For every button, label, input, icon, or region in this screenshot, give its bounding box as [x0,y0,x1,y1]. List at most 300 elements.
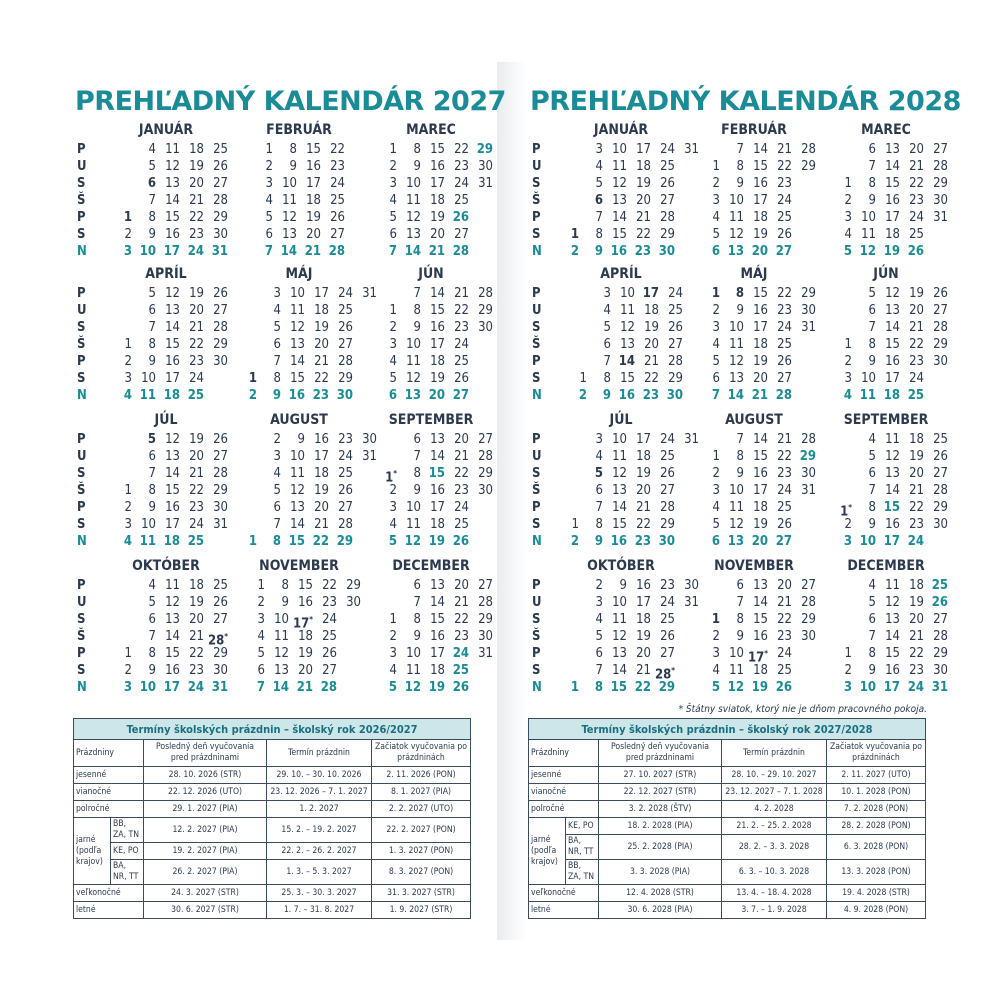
day-cell: 16 [753,466,768,481]
day-cell: 4 [843,388,852,403]
day-cell: 16 [610,244,627,259]
day-cell: 10 [859,534,876,549]
day-cell: 7 [595,663,603,678]
day-cell: 23 [312,388,329,403]
day-cell: 18 [189,578,204,593]
day-cell: 5 [711,680,720,695]
day-cell: 29 [668,371,683,386]
day-cell: 22 [189,646,204,661]
day-cell: 21 [454,286,469,301]
weekday-label: S [77,227,86,242]
table-cell: 13. 3. 2028 (PON) [827,860,926,885]
day-cell: 24 [187,244,204,259]
day-cell: 1 [844,176,852,191]
day-cell: 8 [413,466,421,481]
month-december [367,560,495,710]
day-cell: 17 [165,517,180,532]
day-cell: 4 [148,578,156,593]
day-cell: 10 [290,286,305,301]
table-cell: 22. 12. 2026 (UTO) [144,784,267,801]
table-row [529,784,926,801]
day-cell: 28 [452,244,469,259]
day-cell: 2 [570,244,579,259]
day-cell: 25 [909,227,924,242]
day-cell: 12 [404,680,421,695]
day-cell: 3 [844,210,852,225]
day-cell: 9 [619,578,627,593]
day-cell: 7 [736,432,744,447]
table-cell: 1. 7. – 31. 8. 2027 [267,902,372,919]
day-cell: 2 [257,595,265,610]
day-cell: 11 [165,142,180,157]
day-cell: 19 [189,432,204,447]
day-cell: 8 [595,227,603,242]
day-cell: 4 [123,534,132,549]
day-cell: 30 [478,159,493,174]
day-cell: 9 [736,629,744,644]
day-cell: 14 [885,159,900,174]
day-cell: 13 [290,500,305,515]
day-cell: 19 [314,483,329,498]
day-cell: 17* [292,615,313,632]
day-cell: 1* [840,503,852,520]
month-name: JÚL [154,412,178,428]
day-cell: 29 [660,227,675,242]
day-cell: 13 [729,371,744,386]
day-cell: 30 [666,388,683,403]
day-cell: 29 [799,449,816,464]
day-cell: 16 [618,388,635,403]
region-cell: BA, NR, TT [566,835,599,860]
day-cell: 23 [454,320,469,335]
day-cell: 26 [213,595,228,610]
day-cell: 12 [404,534,421,549]
day-cell: 29 [213,483,228,498]
table-row [74,767,471,784]
day-cell: 11 [290,303,305,318]
day-cell: 10 [406,500,421,515]
day-cell: 21 [909,629,924,644]
day-cell: 6 [594,193,603,208]
day-cell: 28 [933,629,948,644]
day-cell: 3 [257,612,265,627]
day-cell: 12 [612,466,627,481]
caption-row [74,719,471,740]
day-cell: 19 [883,244,900,259]
day-cell: 28 [338,354,353,369]
day-cell: 23 [454,483,469,498]
weekday-label: P [77,286,86,301]
day-cell: 7 [148,193,156,208]
day-cell: 1 [711,612,720,627]
day-cell: 13 [620,337,635,352]
month-júl [102,414,230,564]
day-cell: 12 [290,320,305,335]
day-cell: 14 [612,663,627,678]
day-cell: 17 [636,142,651,157]
month-name: JÚN [873,266,899,282]
day-cell: 24 [777,193,792,208]
day-cell: 8 [148,646,156,661]
table-row [74,801,471,818]
day-cell: 8 [603,371,611,386]
weekday-label: P [532,142,541,157]
day-cell: 29 [801,612,816,627]
day-cell: 5 [273,320,281,335]
day-cell: 15 [885,646,900,661]
table-cell: 24. 3. 2027 (STR) [144,885,267,902]
day-cell: 15 [612,227,627,242]
day-cell: 9 [594,534,603,549]
day-cell: 5 [712,517,720,532]
day-cell: 9 [868,663,876,678]
day-cell: 17 [430,337,445,352]
day-cell: 15 [753,159,768,174]
day-cell: 27 [933,142,948,157]
weekday-label: N [532,244,542,259]
day-cell: 5 [257,646,265,661]
day-cell: 6 [413,578,421,593]
day-cell: 19 [909,595,924,610]
day-cell: 4 [844,227,852,242]
day-cell: 11 [139,388,156,403]
month-name: SEPTEMBER [843,412,929,428]
day-cell: 20 [751,534,768,549]
weekday-label: P [532,578,541,593]
day-cell: 18 [298,629,313,644]
day-cell: 20 [644,337,659,352]
day-cell: 25 [668,303,683,318]
day-cell: 14 [165,629,180,644]
school-holidays-table [73,718,471,919]
day-cell: 10 [274,612,289,627]
day-cell: 16 [753,176,768,191]
day-cell: 12 [165,286,180,301]
table-row [74,784,471,801]
day-cell: 11 [729,500,744,515]
day-cell: 5 [388,534,397,549]
day-cell: 5 [868,286,876,301]
day-cell: 31 [211,244,228,259]
day-cell: 17 [430,500,445,515]
day-cell: 22 [322,578,337,593]
day-cell: 26 [452,210,469,225]
month-september [822,414,950,564]
day-cell: 31 [933,210,948,225]
day-cell: 22 [777,286,792,301]
day-cell: 3 [389,176,397,191]
day-cell: 13 [165,449,180,464]
day-cell: 18 [430,663,445,678]
day-cell: 9 [594,244,603,259]
day-cell: 27 [668,337,683,352]
day-cell: 27 [775,534,792,549]
day-cell: 13 [885,303,900,318]
page-title: PREHĽADNÝ KALENDÁR 2027 [75,86,506,117]
day-cell: 4 [868,432,876,447]
weekday-label: P [77,210,86,225]
day-cell: 18 [636,449,651,464]
day-cell: 24 [777,320,792,335]
day-cell: 18 [909,432,924,447]
day-cell: 16 [753,629,768,644]
day-cell: 11 [165,578,180,593]
table-cell: 28. 2. 2028 (PON) [827,818,926,835]
day-cell: 22 [909,176,924,191]
table-row [74,843,471,860]
day-cell: 4 [595,449,603,464]
day-cell: 4 [868,578,876,593]
day-cell: 13 [290,337,305,352]
month-máj [235,266,377,418]
day-cell: 1 [123,210,132,225]
day-cell: 3 [595,142,603,157]
day-cell: 14 [885,483,900,498]
table-row [529,885,926,902]
day-cell: 26 [330,210,345,225]
day-cell: 3 [124,517,132,532]
day-cell: 27 [777,371,792,386]
day-cell: 1 [844,646,852,661]
day-cell: 17 [885,210,900,225]
page-title: PREHĽADNÝ KALENDÁR 2028 [530,86,961,117]
day-cell: 8 [413,612,421,627]
day-cell: 2 [124,354,132,369]
day-cell: 23 [909,354,924,369]
day-cell: 24 [454,500,469,515]
day-cell: 28* [654,666,675,683]
day-cell: 1 [389,612,397,627]
day-cell: 25 [213,142,228,157]
table-cell: 6. 3. – 10. 3. 2028 [722,860,827,885]
day-cell: 27 [478,432,493,447]
day-cell: 2 [248,388,257,403]
day-cell: 14 [280,244,297,259]
day-cell: 28 [320,680,337,695]
month-apríl [102,268,230,418]
day-cell: 29 [213,210,228,225]
weekday-label: S [532,227,541,242]
day-cell: 9 [413,320,421,335]
day-cell: 26 [338,483,353,498]
day-cell: 5 [603,320,611,335]
day-cell: 5 [868,595,876,610]
column-header: Prázdniny [74,740,144,767]
day-cell: 16 [306,159,321,174]
day-cell: 16 [288,388,305,403]
day-cell: 19 [189,595,204,610]
day-cell: 3 [843,534,852,549]
day-cell: 12 [274,646,289,661]
day-cell: 22 [330,142,345,157]
day-cell: 3 [389,500,397,515]
day-cell: 31 [478,176,493,191]
day-cell: 31 [478,646,493,661]
day-cell: 1 [844,337,852,352]
day-cell: 29 [933,176,948,191]
day-cell: 18 [753,663,768,678]
day-cell: 7 [736,595,744,610]
table-cell: 15. 2. – 19. 2. 2027 [267,818,372,843]
weekday-label: S [532,466,541,481]
day-cell: 29 [658,680,675,695]
month-február [690,124,818,274]
day-cell: 19 [428,680,445,695]
day-cell: 13 [430,432,445,447]
day-cell: 7 [868,629,876,644]
day-cell: 23 [189,227,204,242]
day-cell: 26 [668,320,683,335]
column-header: Prázdniny [529,740,599,767]
day-cell: 18 [314,466,329,481]
day-cell: 16 [885,663,900,678]
month-name: MAREC [861,122,911,138]
day-cell: 18 [189,142,204,157]
day-cell: 23 [777,466,792,481]
month-apríl [557,268,685,418]
weekday-label: U [532,595,542,610]
day-cell: 10 [141,371,156,386]
day-cell: 20 [753,371,768,386]
day-cell: 8 [868,337,876,352]
day-cell: 14 [753,142,768,157]
day-cell: 11 [861,227,876,242]
day-cell: 5 [148,159,156,174]
day-cell: 2 [124,663,132,678]
day-cell: 22 [189,337,204,352]
day-cell: 26 [933,286,948,301]
day-cell: 6 [868,303,876,318]
day-cell: 10 [139,244,156,259]
day-cell: 27 [452,388,469,403]
day-cell: 12 [406,371,421,386]
day-cell: 25 [454,193,469,208]
day-cell: 10 [406,176,421,191]
day-cell: 28 [338,517,353,532]
day-cell: 30 [478,629,493,644]
day-cell: 26 [660,629,675,644]
day-cell: 5 [389,371,397,386]
day-cell: 30 [346,595,361,610]
day-cell: 15 [430,612,445,627]
day-cell: 20 [189,303,204,318]
day-cell: 25 [187,388,204,403]
weekday-label: S [532,663,541,678]
weekday-label: P [77,578,86,593]
day-cell: 28 [328,244,345,259]
day-cell: 4 [712,500,720,515]
day-cell: 31 [684,432,699,447]
weekday-label: Š [77,193,86,208]
day-cell: 12 [612,176,627,191]
day-cell: 30 [933,354,948,369]
day-cell: 1 [570,227,579,242]
day-cell: 26 [777,517,792,532]
day-cell: 18 [430,354,445,369]
day-cell: 16 [885,354,900,369]
day-cell: 20 [909,303,924,318]
day-cell: 2 [712,629,720,644]
day-cell: 2 [578,388,587,403]
table-row [529,801,926,818]
weekday-label: P [532,354,541,369]
table-cell: 22. 2. – 26. 2. 2027 [267,843,372,860]
day-cell: 9 [736,466,744,481]
weekday-label: U [77,595,87,610]
month-august [690,414,818,564]
table-cell: 1. 3. 2027 (PON) [372,843,471,860]
weekday-label: Š [532,483,541,498]
weekday-label: U [77,449,87,464]
day-cell: 18 [753,337,768,352]
day-cell: 20 [189,449,204,464]
day-cell: 1 [248,534,257,549]
table-cell: 8. 3. 2027 (PON) [372,860,471,885]
day-cell: 17 [165,371,180,386]
day-cell: 6 [273,337,281,352]
day-cell: 3 [265,176,273,191]
day-cell: 6 [148,449,156,464]
day-cell: 30 [658,534,675,549]
day-cell: 16 [430,320,445,335]
day-cell: 9 [868,193,876,208]
day-cell: 5 [389,210,397,225]
day-cell: 1 [248,371,257,386]
day-cell: 27 [933,303,948,318]
day-cell: 21 [644,354,659,369]
day-cell: 20 [636,646,651,661]
day-cell: 9 [148,500,156,515]
day-cell: 6 [736,578,744,593]
table-cell: 22. 2. 2027 (PON) [372,818,471,843]
day-cell: 21 [777,595,792,610]
day-cell: 28 [775,388,792,403]
day-cell: 25 [187,534,204,549]
day-cell: 16 [165,354,180,369]
month-name: JANUÁR [593,122,649,138]
month-name: NOVEMBER [259,558,339,574]
day-cell: 14 [753,595,768,610]
day-cell: 24 [189,517,204,532]
day-cell: 26 [660,466,675,481]
day-cell: 29 [801,286,816,301]
day-cell: 28* [207,632,228,649]
day-cell: 20 [636,193,651,208]
day-cell: 7 [256,680,265,695]
day-cell: 28 [933,159,948,174]
month-name: DECEMBER [847,558,925,574]
day-cell: 19 [636,176,651,191]
day-cell: 19 [753,227,768,242]
column-header: Termín prázdnin [267,740,372,767]
region-cell: BB, ZA, TN [566,860,599,885]
holiday-name: vianočné [74,784,144,801]
day-cell: 13 [727,244,744,259]
month-name: MAREC [406,122,456,138]
day-cell: 15 [165,646,180,661]
day-cell: 31 [211,680,228,695]
day-cell: 26 [213,159,228,174]
day-cell: 20 [428,388,445,403]
weekday-label: N [532,534,542,549]
day-cell: 2 [712,303,720,318]
day-cell: 10 [612,595,627,610]
day-cell: 8 [736,449,744,464]
day-cell: 31 [684,142,699,157]
table-cell: 18. 2. 2028 (PIA) [599,818,722,835]
day-cell: 24 [660,595,675,610]
day-cell: 7 [148,466,156,481]
